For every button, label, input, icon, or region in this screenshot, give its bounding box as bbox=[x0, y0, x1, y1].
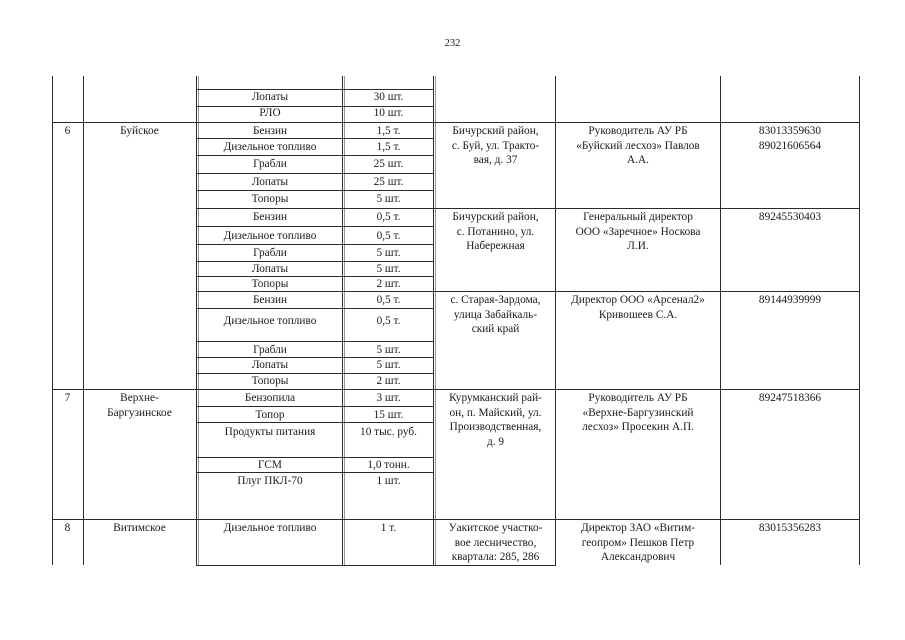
item-cell: Топор bbox=[255, 409, 285, 421]
address-cell: Курумканский рай- он, п. Майский, ул. Производственная, д. 9 bbox=[449, 392, 542, 448]
item-cell: Лопаты bbox=[251, 359, 289, 371]
quantity-cell: 1,5 т. bbox=[376, 141, 401, 153]
item-cell: Бензин bbox=[252, 125, 288, 137]
quantity-cell: 30 шт. bbox=[373, 91, 404, 103]
phone-cell: 89245530403 bbox=[758, 211, 822, 223]
item-cell: Бензопила bbox=[244, 392, 296, 404]
quantity-cell: 1,0 тонн. bbox=[367, 459, 410, 471]
item-cell: РЛО bbox=[259, 107, 281, 119]
row-number: 8 bbox=[64, 522, 71, 534]
item-cell: Топоры bbox=[251, 193, 289, 205]
quantity-cell: 5 шт. bbox=[376, 344, 401, 356]
item-cell: Продукты питания bbox=[224, 426, 316, 438]
item-cell: Бензин bbox=[252, 294, 288, 306]
forestry-name: Верхне- Баргузинское bbox=[107, 392, 172, 419]
quantity-cell: 5 шт. bbox=[376, 247, 401, 259]
quantity-cell: 0,5 т. bbox=[376, 211, 401, 223]
item-cell: Бензин bbox=[252, 211, 288, 223]
quantity-cell: 2 шт. bbox=[376, 375, 401, 387]
quantity-cell: 5 шт. bbox=[376, 263, 401, 275]
head-cell: Руководитель АУ РБ «Верхне-Баргузинский лесхоз» Просекин А.П. bbox=[582, 392, 694, 434]
quantity-cell: 5 шт. bbox=[376, 359, 401, 371]
address-cell: Бичурский район, с. Потанино, ул. Набережная bbox=[452, 211, 539, 253]
address-cell: с. Старая-Зардома, улица Забайкаль- ский край bbox=[450, 294, 541, 336]
item-cell: Грабли bbox=[253, 344, 287, 356]
item-cell: Топоры bbox=[251, 375, 289, 387]
quantity-cell: 1,5 т. bbox=[376, 125, 401, 137]
item-cell: Дизельное топливо bbox=[223, 315, 317, 327]
phone-cell: 89247518366 bbox=[758, 392, 822, 404]
quantity-cell: 10 шт. bbox=[373, 107, 404, 119]
head-cell: Генеральный директор ООО «Заречное» Носкова Л.И. bbox=[575, 211, 701, 253]
item-cell: Дизельное топливо bbox=[223, 141, 317, 153]
head-cell: Директор ЗАО «Витим- геопром» Пешков Петр Александрович bbox=[580, 522, 696, 564]
item-cell: Грабли bbox=[253, 158, 287, 170]
quantity-cell: 3 шт. bbox=[376, 392, 401, 404]
quantity-cell: 1 т. bbox=[380, 522, 397, 534]
item-cell: Дизельное топливо bbox=[223, 230, 317, 242]
address-cell: Уакитское участко- вое лесничество, квартала: 285, 286 bbox=[448, 522, 543, 564]
quantity-cell: 25 шт. bbox=[373, 176, 404, 188]
phone-cell: 83013359630 89021606564 bbox=[758, 125, 822, 152]
item-cell: Лопаты bbox=[251, 91, 289, 103]
row-number: 7 bbox=[64, 392, 71, 404]
address-cell: Бичурский район, с. Буй, ул. Тракто- вая, д. 37 bbox=[451, 125, 540, 167]
item-cell: Топоры bbox=[251, 278, 289, 290]
forestry-name: Буйское bbox=[120, 125, 159, 137]
quantity-cell: 10 тыс. руб. bbox=[360, 426, 417, 438]
quantity-cell: 25 шт. bbox=[373, 158, 404, 170]
quantity-cell: 15 шт. bbox=[373, 409, 404, 421]
item-cell: ГСМ bbox=[258, 459, 282, 471]
quantity-cell: 5 шт. bbox=[376, 193, 401, 205]
item-cell: Плуг ПКЛ-70 bbox=[237, 475, 303, 487]
quantity-cell: 0,5 т. bbox=[376, 230, 401, 242]
quantity-cell: 1 шт. bbox=[376, 475, 401, 487]
forestry-name: Витимское bbox=[113, 522, 166, 534]
head-cell: Руководитель АУ РБ «Буйский лесхоз» Павлов А.А. bbox=[576, 125, 700, 167]
quantity-cell: 0,5 т. bbox=[376, 315, 401, 327]
item-cell: Лопаты bbox=[251, 176, 289, 188]
item-cell: Грабли bbox=[253, 247, 287, 259]
row-number: 6 bbox=[64, 125, 71, 137]
quantity-cell: 2 шт. bbox=[376, 278, 401, 290]
item-cell: Дизельное топливо bbox=[223, 522, 317, 534]
head-cell: Директор ООО «Арсенал2» Кривошеев С.А. bbox=[571, 294, 705, 321]
quantity-cell: 0,5 т. bbox=[376, 294, 401, 306]
item-cell: Лопаты bbox=[251, 263, 289, 275]
page-number: 232 bbox=[444, 38, 461, 49]
phone-cell: 89144939999 bbox=[758, 294, 822, 306]
phone-cell: 83015356283 bbox=[758, 522, 822, 534]
